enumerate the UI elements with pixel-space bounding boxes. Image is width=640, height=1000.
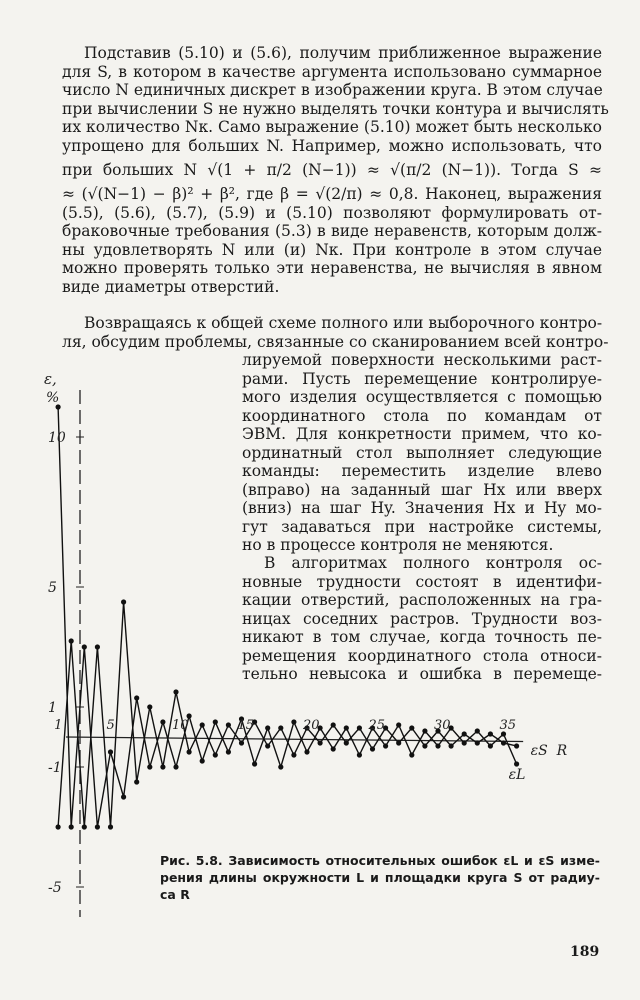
eps-l-line <box>58 407 516 827</box>
eps-l-point <box>121 794 126 799</box>
text-line: но в процессе контроля не меняются. <box>242 536 554 554</box>
eps-s-point <box>514 743 519 748</box>
y-tick-label: -5 <box>48 880 62 896</box>
text-line: Подставив (5.10) и (5.6), получим приближенное выражение <box>84 44 602 62</box>
eps-l-point <box>514 761 519 766</box>
text-line: никают в том случае, когда точность пе- <box>242 628 602 646</box>
eps-s-point <box>134 779 139 784</box>
eps-s-point <box>56 824 61 829</box>
figure-5-8-chart <box>0 360 600 930</box>
x-tick-label: 30 <box>434 718 451 733</box>
eps-l-point <box>278 764 283 769</box>
eps-s-point <box>147 704 152 709</box>
formula-line: ≈ (√(N−1) − β)² + β², где β = √(2/π) ≈ 0,8. Наконец, выражения <box>62 185 602 203</box>
text-line: рами. Пусть перемещение контролируе- <box>242 369 602 388</box>
text-line: лируемой поверхности несколькими раст- <box>242 351 602 369</box>
eps-s-point <box>265 743 270 748</box>
y-tick-label: 10 <box>48 430 66 446</box>
eps-s-point <box>396 740 401 745</box>
eps-s-point <box>409 725 414 730</box>
text-line: число N единичных дискрет в изображении круга. В этом случае <box>62 81 603 99</box>
eps-s-point <box>318 740 323 745</box>
y-tick-label: 1 <box>48 700 57 716</box>
eps-l-point <box>409 752 414 757</box>
x-tick-label: 10 <box>172 718 189 733</box>
eps-s-point <box>344 740 349 745</box>
paragraph-1 <box>62 44 609 296</box>
series-label-eps-s: εS <box>530 743 548 759</box>
eps-l-point <box>160 719 165 724</box>
caption-line: Рис. 5.8. Зависимость относительных ошибок εL и εS изме- <box>160 853 600 868</box>
x-axis-line <box>66 737 523 742</box>
eps-l-point <box>173 764 178 769</box>
x-axis-label: R <box>556 743 568 759</box>
eps-s-point <box>173 689 178 694</box>
eps-s-point <box>475 740 480 745</box>
eps-s-point <box>69 638 74 643</box>
text-line: команды: переместить изделие влево <box>242 462 602 480</box>
text-line: для S, в котором в качестве аргумента использовано суммарное <box>62 62 602 81</box>
eps-s-point <box>213 752 218 757</box>
formula-line: при больших N √(1 + π/2 (N−1)) ≈ √(π/2 (N−1)). Тогда S ≈ <box>62 161 602 179</box>
eps-l-point <box>147 764 152 769</box>
text-line: В алгоритмах полного контроля ос- <box>264 554 602 572</box>
x-tick-label: 15 <box>237 718 255 733</box>
eps-l-point <box>200 758 205 763</box>
text-line: виде диаметры отверстий. <box>62 277 280 296</box>
eps-s-point <box>357 725 362 730</box>
eps-l-point <box>475 728 480 733</box>
text-line: ЭВМ. Для конкретности примем, что ко- <box>242 425 602 443</box>
eps-l-point <box>488 743 493 748</box>
figure-caption <box>160 852 600 903</box>
eps-l-point <box>226 749 231 754</box>
eps-l-point <box>291 719 296 724</box>
eps-l-point <box>331 746 336 751</box>
y-tick-label: -1 <box>48 760 62 776</box>
eps-l-point <box>82 644 87 649</box>
chart-labels <box>44 370 568 896</box>
eps-s-point <box>121 599 126 604</box>
text-line: ординатный стол выполняет следующие <box>242 443 602 462</box>
text-line: ницах соседних растров. Трудности воз- <box>242 609 602 628</box>
eps-l-point <box>95 824 100 829</box>
eps-s-point <box>449 743 454 748</box>
eps-s-point <box>95 644 100 649</box>
x-tick-label: 1 <box>54 718 63 733</box>
text-line: мого изделия осуществляется с помощью <box>242 388 602 406</box>
text-line: Возвращаясь к общей схеме полного или выборочного контро- <box>84 314 603 332</box>
eps-l-point <box>435 743 440 748</box>
eps-s-point <box>278 725 283 730</box>
text-line: ны удовлетворять N или (и) Nк. При контроле в этом случае <box>62 240 602 259</box>
text-line: кации отверстий, расположенных на гра- <box>242 591 602 609</box>
paragraph-2-top <box>62 314 609 351</box>
eps-s-point <box>160 764 165 769</box>
eps-s-line <box>58 602 516 827</box>
eps-s-point <box>422 743 427 748</box>
eps-l-point <box>69 824 74 829</box>
eps-l-point <box>422 728 427 733</box>
x-tick-label: 35 <box>499 718 517 733</box>
text-line: новные трудности состоят в идентифи- <box>242 572 602 591</box>
page-number: 189 <box>570 944 600 960</box>
eps-s-point <box>82 824 87 829</box>
text-line: (вниз) на шаг Hy. Значения Hx и Hy мо- <box>242 499 602 517</box>
eps-s-point <box>462 731 467 736</box>
eps-l-point <box>462 740 467 745</box>
chart-axes <box>66 390 523 917</box>
text-line: ремещения координатного стола относи- <box>242 646 602 665</box>
text-line: гут задаваться при настройке системы, <box>242 517 602 536</box>
text-line: координатного стола по командам от <box>242 406 602 425</box>
text-line: браковочные требования (5.3) в виде неравенств, которым долж- <box>62 222 602 240</box>
caption-line: рения длины окружности L и площадки круга S от радиу- <box>160 870 600 885</box>
y-axis-unit-label: % <box>46 390 60 406</box>
eps-s-point <box>501 740 506 745</box>
eps-s-point <box>370 746 375 751</box>
eps-l-point <box>344 725 349 730</box>
text-line: (вправо) на заданный шаг Hx или вверх <box>242 480 602 499</box>
x-tick-label: 20 <box>303 718 320 733</box>
series-label-eps-l: εL <box>508 767 526 783</box>
y-tick-label: 5 <box>48 580 57 596</box>
x-tick-label: 25 <box>368 718 386 733</box>
text-line: (5.5), (5.6), (5.7), (5.9) и (5.10) позволяют формулировать от- <box>62 203 602 222</box>
eps-s-point <box>200 722 205 727</box>
eps-s-point <box>239 740 244 745</box>
eps-s-point <box>108 824 113 829</box>
y-axis-label: ε, <box>44 370 57 388</box>
eps-l-point <box>304 749 309 754</box>
x-tick-label: 5 <box>106 718 115 733</box>
eps-s-point <box>331 722 336 727</box>
eps-l-point <box>108 749 113 754</box>
eps-l-point <box>357 752 362 757</box>
text-line: ля, обсудим проблемы, связанные со сканированием всей контро- <box>62 332 609 351</box>
eps-s-point <box>488 731 493 736</box>
eps-l-point <box>396 722 401 727</box>
text-line: можно проверять только эти неравенства, не вычисляя в явном <box>62 259 602 277</box>
eps-s-point <box>291 752 296 757</box>
eps-s-point <box>187 749 192 754</box>
eps-l-point <box>213 719 218 724</box>
eps-l-point <box>265 725 270 730</box>
eps-s-point <box>226 722 231 727</box>
text-line: тельно невысока и ошибка в перемеще- <box>242 665 602 683</box>
text-line: при вычислении S не нужно выделять точки контура и вычислять <box>62 99 609 118</box>
eps-l-point <box>383 743 388 748</box>
caption-line: са R <box>160 887 190 902</box>
text-line: их количество Nк. Само выражение (5.10) может быть несколько <box>62 118 602 136</box>
eps-l-point <box>252 761 257 766</box>
text-line: упрощено для больших N. Например, можно использовать, что <box>62 136 602 155</box>
eps-l-point <box>134 695 139 700</box>
